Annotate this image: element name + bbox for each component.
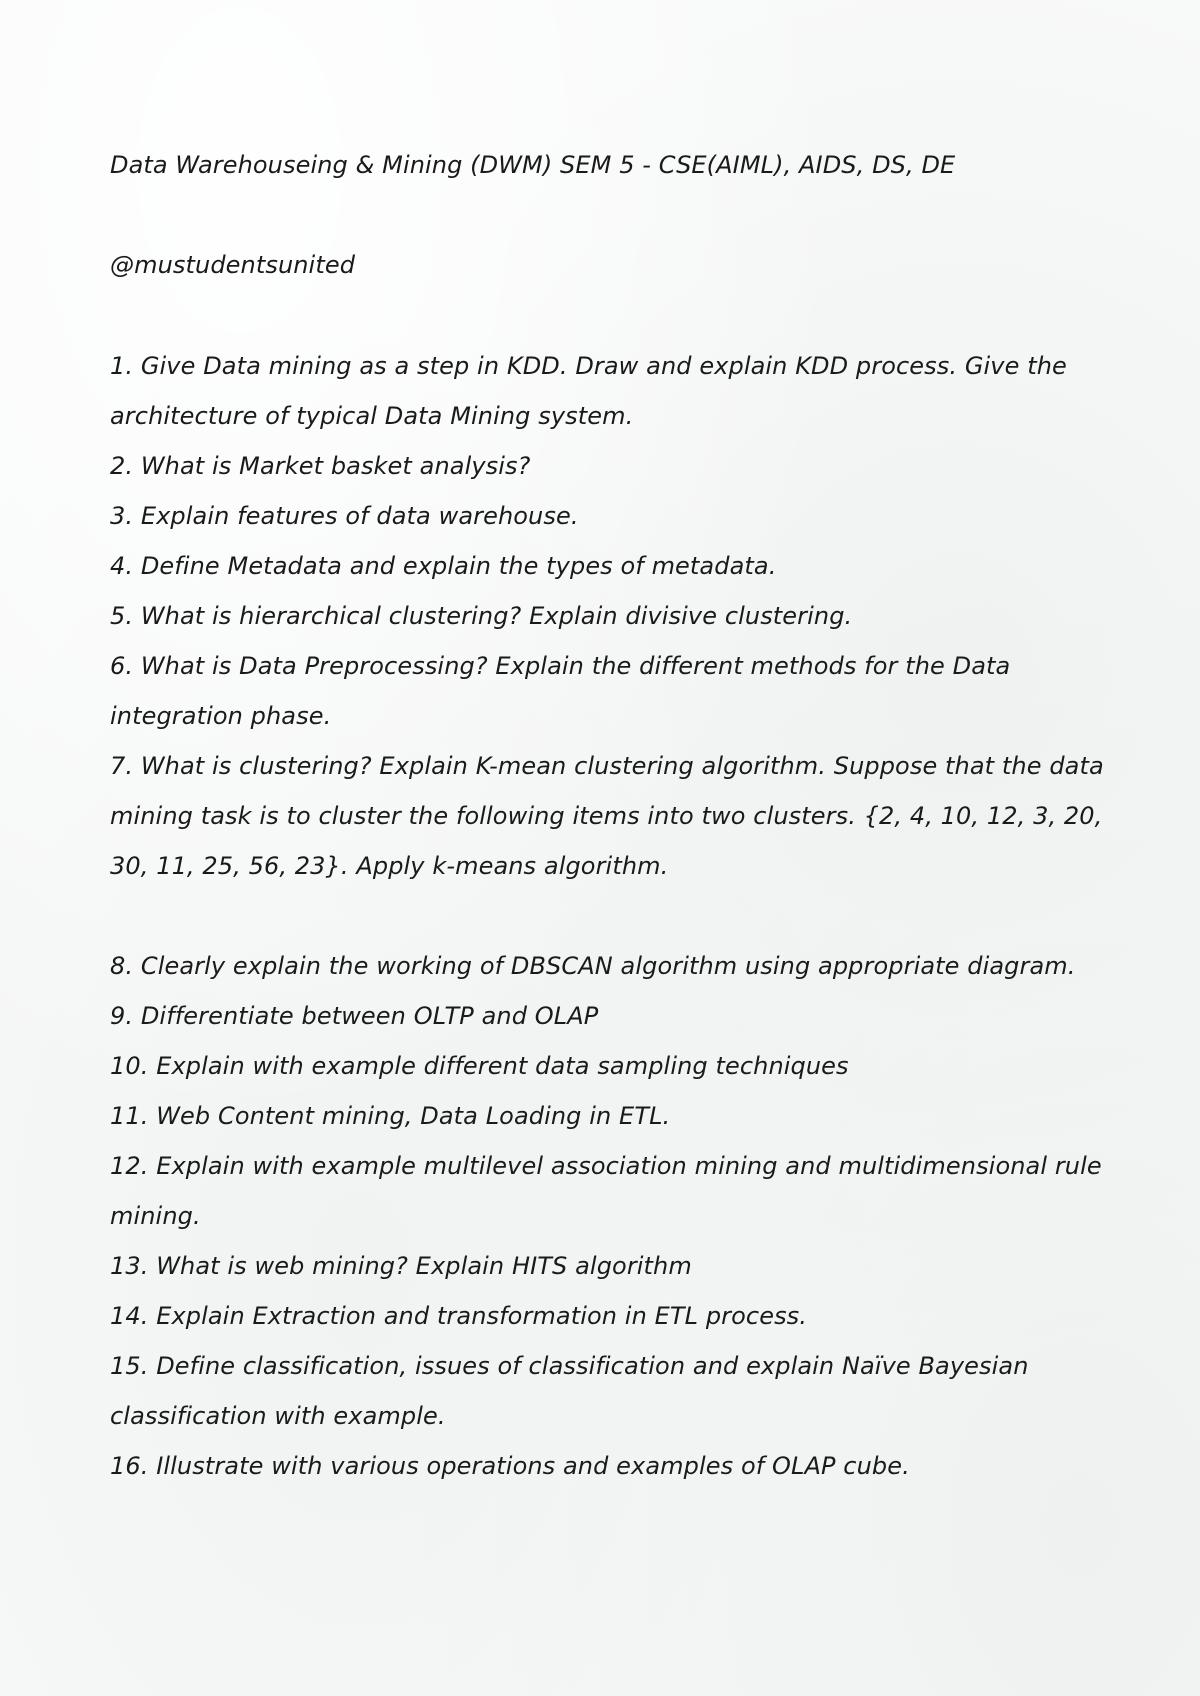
question-text: What is clustering? Explain K-mean clustering algorithm. Suppose that the data mining task is to cluster the following items into two clusters. {2, 4, 10, 12, 3, 20, 30, 11, 25, 56, 23}. Apply k-means algorithm. <box>110 752 1104 880</box>
question-text: What is Market basket analysis? <box>140 452 531 480</box>
question-item <box>110 1341 1130 1441</box>
document-body <box>110 140 1130 1491</box>
question-item <box>110 991 1130 1041</box>
question-number: 3. <box>110 502 134 530</box>
question-number: 13. <box>110 1252 149 1280</box>
question-number: 12. <box>110 1152 149 1180</box>
question-text: Explain with example different data sampling techniques <box>156 1052 849 1080</box>
question-item <box>110 1441 1130 1491</box>
question-number: 2. <box>110 452 134 480</box>
question-item <box>110 1041 1130 1091</box>
question-number: 6. <box>110 652 134 680</box>
author-handle: @mustudentsunited <box>110 251 356 279</box>
question-item <box>110 541 1130 591</box>
question-number: 15. <box>110 1352 149 1380</box>
question-item <box>110 1241 1130 1291</box>
document-title: Data Warehouseing & Mining (DWM) SEM 5 - CSE(AIML), AIDS, DS, DE <box>110 151 956 179</box>
question-text: Define classification, issues of classification and explain Naïve Bayesian classification with example. <box>110 1352 1029 1430</box>
question-text: What is hierarchical clustering? Explain divisive clustering. <box>140 602 853 630</box>
question-text: Differentiate between OLTP and OLAP <box>140 1002 599 1030</box>
question-number: 10. <box>110 1052 149 1080</box>
question-item <box>110 1141 1130 1241</box>
question-item <box>110 641 1130 741</box>
question-text: What is Data Preprocessing? Explain the different methods for the Data integration phase. <box>110 652 1011 730</box>
question-number: 11. <box>110 1102 149 1130</box>
question-number: 4. <box>110 552 134 580</box>
question-item <box>110 941 1130 991</box>
question-number: 5. <box>110 602 134 630</box>
question-item <box>110 441 1130 491</box>
question-text: Explain with example multilevel association mining and multidimensional rule mining. <box>110 1152 1102 1230</box>
question-item <box>110 491 1130 541</box>
question-number: 9. <box>110 1002 134 1030</box>
question-list <box>110 341 1130 1491</box>
question-item <box>110 591 1130 641</box>
question-number: 1. <box>110 352 134 380</box>
question-text: Explain Extraction and transformation in ETL process. <box>156 1302 808 1330</box>
question-item <box>110 341 1130 441</box>
question-text: Clearly explain the working of DBSCAN algorithm using appropriate diagram. <box>140 952 1076 980</box>
question-text: Explain features of data warehouse. <box>140 502 579 530</box>
question-item <box>110 741 1130 891</box>
question-number: 7. <box>110 752 134 780</box>
question-text: What is web mining? Explain HITS algorithm <box>156 1252 692 1280</box>
question-text: Define Metadata and explain the types of metadata. <box>140 552 777 580</box>
question-number: 16. <box>110 1452 149 1480</box>
question-item <box>110 1291 1130 1341</box>
question-number: 8. <box>110 952 134 980</box>
question-text: Give Data mining as a step in KDD. Draw and explain KDD process. Give the architecture of typical Data Mining system. <box>110 352 1067 430</box>
question-item <box>110 1091 1130 1141</box>
question-number: 14. <box>110 1302 149 1330</box>
question-text: Web Content mining, Data Loading in ETL. <box>156 1102 671 1130</box>
question-text: Illustrate with various operations and examples of OLAP cube. <box>156 1452 910 1480</box>
